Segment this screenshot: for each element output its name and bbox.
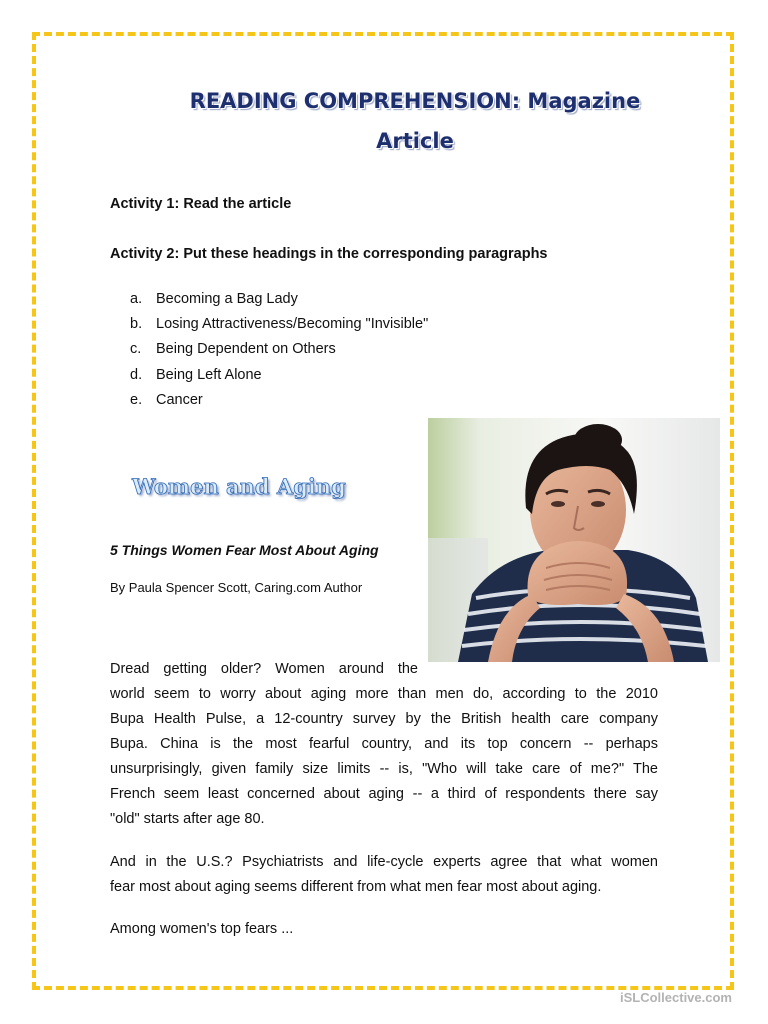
article-title-wordart: Women and Aging <box>132 474 346 499</box>
paragraph-3: Among women's top fears ... <box>110 921 294 937</box>
text-line: unsurprisingly, given family size limits -- is, "Who will take care of me?" The <box>110 761 658 777</box>
text-line: "old" starts after age 80. <box>110 811 265 827</box>
list-item <box>130 287 428 312</box>
article-byline: By Paula Spencer Scott, Caring.com Author <box>110 580 363 595</box>
heading-text: Becoming a Bag Lady <box>156 291 298 307</box>
headings-list <box>130 287 428 413</box>
heading-text: Being Left Alone <box>156 366 262 383</box>
list-marker: d. <box>130 366 143 383</box>
paragraph-1-first-line: Dread getting older? Women around the <box>110 661 418 677</box>
woman-worried-photo <box>428 418 720 662</box>
woman-photo-illustration <box>428 418 720 662</box>
page-title-line-1: READING COMPREHENSION: Magazine <box>189 89 641 113</box>
text-line: French seem least concerned about aging -- a third of respondents there say <box>110 786 658 802</box>
article-subtitle: 5 Things Women Fear Most About Aging <box>110 542 379 558</box>
text-line: fear most about aging seems different from what men fear most about aging. <box>110 879 602 895</box>
list-item <box>130 363 428 388</box>
heading-text: Being Dependent on Others <box>156 341 336 358</box>
list-item <box>130 337 428 362</box>
text-line: And in the U.S.? Psychiatrists and life-cycle experts agree that what women <box>110 854 658 870</box>
list-item <box>130 312 428 337</box>
heading-text: Cancer <box>156 391 203 408</box>
activity-1-instruction: Activity 1: Read the article <box>110 196 292 212</box>
list-item <box>130 388 428 413</box>
text-line: Bupa. China is the most fearful country, and its top concern -- perhaps <box>110 736 658 752</box>
paragraph-2 <box>110 850 658 900</box>
list-marker: a. <box>130 291 143 307</box>
watermark: iSLCollective.com <box>620 990 732 1005</box>
page-title-line-2: Article <box>376 129 454 153</box>
list-marker: b. <box>130 316 143 333</box>
text-line: Bupa Health Pulse, a 12-country survey by the British health care company <box>110 711 658 727</box>
list-marker: c. <box>130 341 142 358</box>
list-marker: e. <box>130 391 143 408</box>
heading-text: Losing Attractiveness/Becoming "Invisible" <box>156 316 429 333</box>
paragraph-1 <box>110 682 658 832</box>
activity-2-instruction: Activity 2: Put these headings in the corresponding paragraphs <box>110 246 548 262</box>
text-line: world seem to worry about aging more than men do, according to the 2010 <box>110 686 658 702</box>
